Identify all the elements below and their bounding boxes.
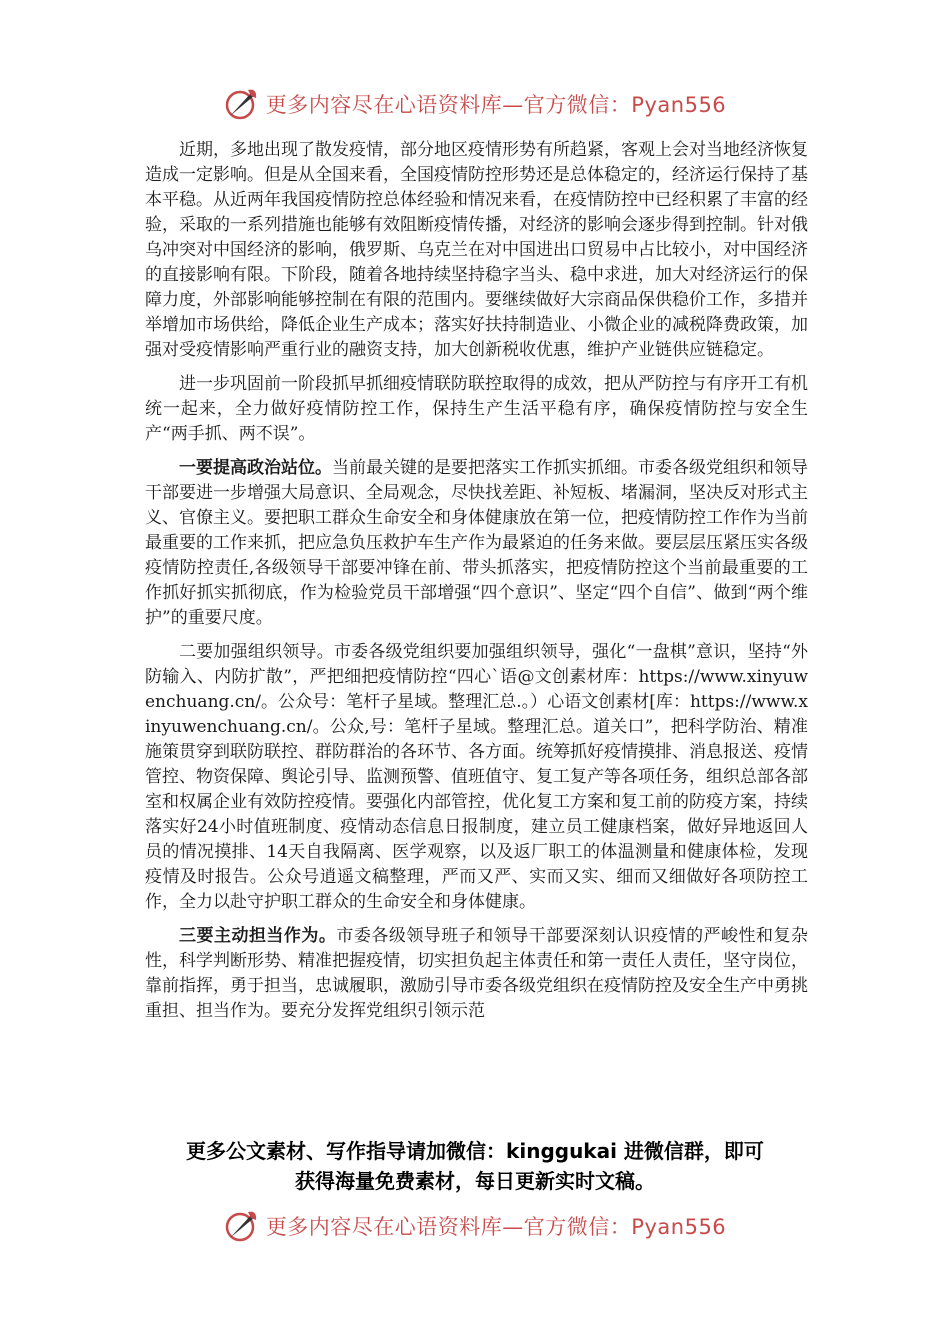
promo-line-1: 更多公文素材、写作指导请加微信：kinggukai 进微信群，即可 [186, 1139, 764, 1163]
footer-banner-text: 更多内容尽在心语资料库—官方微信：Pyan556 [265, 1215, 727, 1239]
header-banner [0, 86, 950, 122]
header-banner-text: 更多内容尽在心语资料库—官方微信：Pyan556 [265, 93, 727, 117]
promo-line-2: 获得海量免费素材，每日更新实时文稿。 [295, 1169, 655, 1193]
paragraph: 一要提高政治站位。当前最关键的是要把落实工作抓实抓细。市委各级党组织和领导干部要进一步增强大局意识、全局观念，尽快找差距、补短板、堵漏洞，坚决反对形式主义、官僚主义。要把职工群众生命安全和身体健康放在第一位，把疫情防控工作作为当前最重要的工作来抓，把应急负压救护车生产作为最紧迫的任务来做。要层层压紧压实各级疫情防控责任,各级领导干部要冲锋在前、带头抓落实，把疫情防控这个当前最重要的工作抓好抓实抓彻底，作为检验党员干部增强“四个意识”、坚定“四个自信”、做到“两个维护”的重要尺度。 [145, 458, 808, 628]
promo-notice [130, 1136, 820, 1196]
document-body [145, 138, 808, 1033]
paragraph: 二要加强组织领导。市委各级党组织要加强组织领导，强化“一盘棋”意识，坚持“外防输入、内防扩散”，严把细把疫情防控“四心`语@文创素材库：https://www.xinyuwenchuang.cn/。公众号：笔杆子星域。整理汇总.。）心语文创素材[库：https://www.xinyuwenchuang.cn/。公众,号：笔杆子星域。整理汇总。道关口”，把科学防治、精准施策贯穿到联防联控、群防群治的各环节、各方面。统筹抓好疫情摸排、消息报送、疫情管控、物资保障、舆论引导、监测预警、值班值守、复工复产等各项任务，组织总部各部室和权属企业有效防控疫情。要强化内部管控，优化复工方案和复工前的防疫方案，持续落实好24小时值班制度、疫情动态信息日报制度，建立员工健康档案，做好异地返回人员的情况摸排、14天自我隔离、医学观察，以及返厂职工的体温测量和健康体检，发现疫情及时报告。公众号逍遥文稿整理，严而又严、实而又实、细而又细做好各项防控工作，全力以赴守护职工群众的生命安全和身体健康。 [145, 642, 808, 912]
paragraph-lead: 一要提高政治站位。 [179, 458, 332, 478]
quill-logo-icon [224, 1208, 260, 1244]
footer-banner [0, 1208, 950, 1244]
paragraph: 近期，多地出现了散发疫情，部分地区疫情形势有所趋紧，客观上会对当地经济恢复造成一定影响。但是从全国来看，全国疫情防控形势还是总体稳定的，经济运行保持了基本平稳。从近两年我国疫情防控总体经验和情况来看，在疫情防控中已经积累了丰富的经验，采取的一系列措施也能够有效阻断疫情传播，对经济的影响会逐步得到控制。针对俄乌冲突对中国经济的影响，俄罗斯、乌克兰在对中国进出口贸易中占比较小，对中国经济的直接影响有限。下阶段，随着各地持续坚持稳字当头、稳中求进，加大对经济运行的保障力度，外部影响能够控制在有限的范围内。要继续做好大宗商品保供稳价工作，多措并举增加市场供给，降低企业生产成本；落实好扶持制造业、小微企业的减税降费政策，加强对受疫情影响严重行业的融资支持，加大创新税收优惠，维护产业链供应链稳定。 [145, 140, 808, 360]
paragraph: 进一步巩固前一阶段抓早抓细疫情联防联控取得的成效，把从严防控与有序开工有机统一起来，全力做好疫情防控工作，保持生产生活平稳有序，确保疫情防控与安全生产“两手抓、两不误”。 [145, 374, 808, 444]
paragraph-lead: 三要主动担当作为。 [179, 926, 337, 946]
paragraph: 三要主动担当作为。市委各级领导班子和领导干部要深刻认识疫情的严峻性和复杂性，科学判断形势、精准把握疫情，切实担负起主体责任和第一责任人责任，坚守岗位，靠前指挥，勇于担当，忠诚履职，激励引导市委各级党组织在疫情防控及安全生产中勇挑重担、担当作为。要充分发挥党组织引领示范 [145, 926, 809, 1021]
quill-logo-icon [224, 86, 260, 122]
